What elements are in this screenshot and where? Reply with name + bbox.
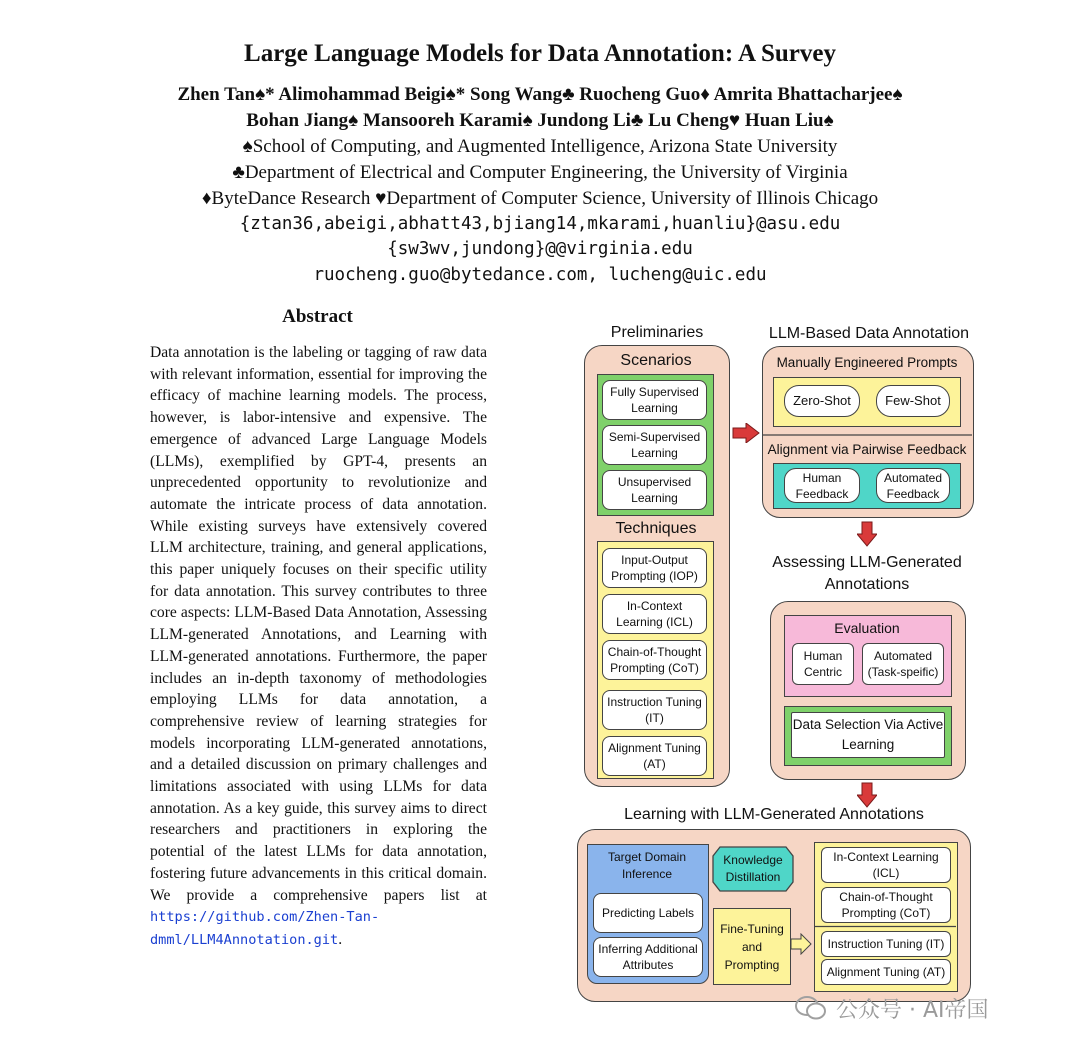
preliminaries-heading: Preliminaries	[610, 324, 704, 341]
learning-heading: Learning with LLM-Generated Annotations	[624, 806, 924, 823]
knowledge-distillation-label: Knowledge Distillation	[723, 853, 783, 884]
target-domain-label: Target Domain Inference	[607, 850, 687, 881]
abstract-heading: Abstract	[282, 306, 353, 327]
right-icl-box: In-Context Learning (ICL)	[821, 847, 951, 883]
divider-line	[762, 433, 972, 437]
email-line-2: {sw3wv,jundong}@@virginia.edu	[387, 239, 693, 259]
abstract-text: Data annotation is the labeling or tagging of raw data with relevant information, essential for improving the efficacy of machine learning models. The process, however, is labor-intensive and expensive. The emergence of advanced Large Language Models (LLMs), exemplified by GPT-4, presents an unprecedented opportunity to revolutionize and automate the intricate process of data annotation. While existing surveys have extensively covered LLM architecture, training, and general applications, this paper uniquely focuses on their specific utility for data annotation. This survey contributes to three core aspects: LLM-Based Data Annotation, Assessing LLM-generated Annotations, and Learning with LLM-generated annotations. Furthermore, the paper includes an in-depth taxonomy of methodologies employing LLMs for data annotation, a comprehensive review of learning strategies for models incorporating LLM-generated annotations, and a detailed discussion on primary challenges and limitations associated with using LLMs for data annotation. As a key guide, this survey aims to direct researchers and practitioners in exploring the potential of the latest LLMs for data annotation, fostering future advancements in this critical domain. We provide a comprehensive papers list at	[150, 344, 487, 904]
watermark-text: 公众号 · AI帝国	[836, 998, 989, 1023]
paper-title: Large Language Models for Data Annotation: A Survey	[244, 40, 836, 67]
zero-shot-box: Zero-Shot	[784, 385, 860, 417]
human-feedback-box: Human Feedback	[784, 468, 860, 503]
affiliation-1: ♠School of Computing, and Augmented Intelligence, Arizona State University	[242, 136, 838, 157]
technique-at: Alignment Tuning (AT)	[602, 736, 707, 776]
fine-tuning-box: Fine-Tuning and Prompting	[713, 908, 791, 985]
divider-line	[814, 925, 956, 928]
right-at-box: Alignment Tuning (AT)	[821, 959, 951, 985]
authors-line-1: Zhen Tan♠* Alimohammad Beigi♠* Song Wang♣ Ruocheng Guo♦ Amrita Bhattacharjee♠	[177, 84, 903, 105]
automated-feedback-box: Automated Feedback	[876, 468, 950, 503]
scenario-fully-supervised: Fully Supervised Learning	[602, 380, 707, 420]
technique-icl: In-Context Learning (ICL)	[602, 594, 707, 634]
down-arrow-icon	[857, 782, 877, 808]
technique-it: Instruction Tuning (IT)	[602, 690, 707, 730]
assessing-heading: Assessing LLM-Generated Annotations	[772, 554, 962, 593]
email-line-1: {ztan36,abeigi,abhatt43,bjiang14,mkarami,huanliu}@asu.edu	[239, 214, 841, 234]
right-arrow-icon	[732, 423, 760, 443]
email-line-3: ruocheng.guo@bytedance.com, lucheng@uic.edu	[313, 265, 767, 285]
abstract-body	[150, 342, 487, 952]
scenario-semi-supervised: Semi-Supervised Learning	[602, 425, 707, 465]
down-arrow-icon	[857, 521, 877, 547]
evaluation-label: Evaluation	[834, 620, 900, 636]
right-it-box: Instruction Tuning (IT)	[821, 931, 951, 957]
github-link[interactable]: https://github.com/Zhen-Tan-dmml/LLM4Annotation.git	[150, 909, 380, 948]
wechat-icon	[794, 994, 828, 1022]
scenario-unsupervised: Unsupervised Learning	[602, 470, 707, 510]
affiliation-2: ♣Department of Electrical and Computer Engineering, the University of Virginia	[232, 162, 848, 183]
alignment-label: Alignment via Pairwise Feedback	[767, 442, 967, 457]
inferring-attributes-box: Inferring Additional Attributes	[593, 937, 703, 977]
right-arrow-icon	[790, 933, 812, 955]
technique-iop: Input-Output Prompting (IOP)	[602, 548, 707, 588]
right-cot-box: Chain-of-Thought Prompting (CoT)	[821, 887, 951, 923]
human-centric-box: Human Centric	[792, 643, 854, 685]
data-selection-box: Data Selection Via Active Learning	[791, 712, 945, 758]
predicting-labels-box: Predicting Labels	[593, 893, 703, 933]
scenarios-heading: Scenarios	[620, 352, 692, 369]
manual-prompts-label: Manually Engineered Prompts	[776, 355, 958, 370]
techniques-heading: Techniques	[615, 520, 697, 537]
abstract-end: .	[338, 930, 343, 948]
affiliation-3: ♦ByteDance Research ♥Department of Computer Science, University of Illinois Chicago	[201, 188, 879, 209]
technique-cot: Chain-of-Thought Prompting (CoT)	[602, 640, 707, 680]
llm-based-heading: LLM-Based Data Annotation	[768, 325, 970, 342]
few-shot-box: Few-Shot	[876, 385, 950, 417]
automated-task-box: Automated (Task-speific)	[862, 643, 944, 685]
authors-line-2: Bohan Jiang♠ Mansooreh Karami♠ Jundong Li♣ Lu Cheng♥ Huan Liu♠	[246, 110, 834, 131]
